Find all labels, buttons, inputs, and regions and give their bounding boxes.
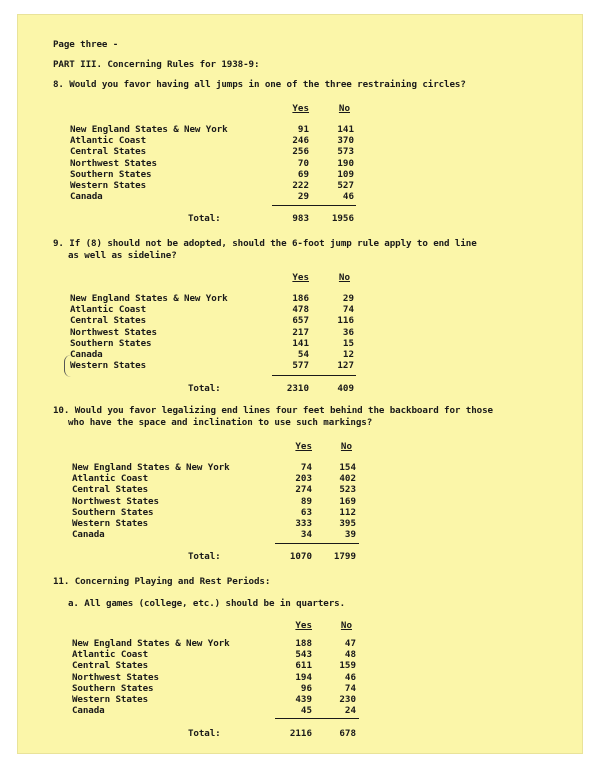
question-text: who have the space and inclination to use such markings? <box>68 417 373 428</box>
no-count: 527 <box>337 180 354 191</box>
yes-count: 188 <box>295 638 312 649</box>
total-yes: 2116 <box>289 728 312 739</box>
region-label: Central States <box>72 660 149 672</box>
pencil-bracket-mark <box>64 355 71 377</box>
no-count: 370 <box>337 135 354 147</box>
total-no: 1956 <box>331 213 354 224</box>
yes-count: 45 <box>300 705 312 717</box>
yes-count: 217 <box>292 326 309 338</box>
question-text: 8. Would you favor having all jumps in one of the three restraining circles? <box>53 79 466 90</box>
yes-count: 186 <box>292 293 309 304</box>
yes-count: 333 <box>295 518 312 529</box>
no-count: 29 <box>342 293 354 304</box>
no-count: 154 <box>339 462 356 473</box>
no-count: 47 <box>344 638 356 649</box>
no-column-header: No <box>340 441 352 452</box>
no-count: 36 <box>342 326 354 338</box>
region-label: Canada <box>72 705 105 717</box>
region-label: Northwest States <box>70 326 157 338</box>
no-count: 48 <box>344 649 356 661</box>
region-label: Northwest States <box>72 671 159 683</box>
yes-count: 34 <box>300 529 312 541</box>
yes-count: 69 <box>297 168 309 180</box>
yes-count: 246 <box>292 135 309 147</box>
yes-count: 274 <box>295 484 312 496</box>
yes-count: 439 <box>295 694 312 705</box>
yes-column-header: Yes <box>295 620 312 631</box>
yes-count: 89 <box>300 495 312 507</box>
yes-count: 54 <box>297 349 309 360</box>
region-label: New England States & New York <box>70 293 228 304</box>
yes-column-header: Yes <box>292 103 309 114</box>
no-column-header: No <box>338 103 350 114</box>
no-count: 39 <box>344 529 356 541</box>
total-no: 409 <box>337 383 354 394</box>
total-yes: 1070 <box>289 551 312 562</box>
part-title: PART III. Concerning Rules for 1938-9: <box>53 59 260 70</box>
total-label: Total: <box>188 383 221 394</box>
yes-count: 611 <box>295 660 312 672</box>
yes-count: 63 <box>300 506 312 518</box>
question-text: 9. If (8) should not be adopted, should the 6-foot jump rule apply to end line <box>53 238 477 249</box>
region-label: Canada <box>70 349 103 360</box>
yes-count: 91 <box>297 124 309 135</box>
total-label: Total: <box>188 551 221 562</box>
region-label: Central States <box>72 484 149 496</box>
yes-count: 141 <box>292 337 309 349</box>
region-label: Central States <box>70 315 147 327</box>
no-column-header: No <box>338 272 350 283</box>
region-label: New England States & New York <box>72 638 230 649</box>
yes-column-header: Yes <box>292 272 309 283</box>
total-label: Total: <box>188 728 221 739</box>
no-count: 112 <box>339 506 356 518</box>
no-count: 169 <box>339 495 356 507</box>
no-count: 159 <box>339 660 356 672</box>
no-count: 74 <box>344 682 356 694</box>
region-label: Northwest States <box>70 157 157 169</box>
no-count: 109 <box>337 168 354 180</box>
region-label: Southern States <box>72 682 154 694</box>
no-count: 402 <box>339 473 356 485</box>
yes-count: 657 <box>292 315 309 327</box>
no-count: 24 <box>344 705 356 717</box>
no-count: 573 <box>337 146 354 158</box>
region-label: Southern States <box>70 168 152 180</box>
yes-count: 29 <box>297 191 309 203</box>
yes-count: 222 <box>292 180 309 191</box>
region-label: New England States & New York <box>72 462 230 473</box>
total-rule <box>272 375 356 376</box>
no-count: 46 <box>342 191 354 203</box>
question-text: as well as sideline? <box>68 250 177 261</box>
yes-count: 194 <box>295 671 312 683</box>
no-count: 46 <box>344 671 356 683</box>
total-yes: 983 <box>292 213 309 224</box>
yes-count: 577 <box>292 360 309 372</box>
region-label: Southern States <box>72 506 154 518</box>
no-count: 141 <box>337 124 354 135</box>
region-label: Western States <box>72 694 149 705</box>
region-label: New England States & New York <box>70 124 228 135</box>
region-label: Atlantic Coast <box>72 649 149 661</box>
yes-count: 203 <box>295 473 312 485</box>
question-text: 10. Would you favor legalizing end lines four feet behind the backboard for those <box>53 405 493 416</box>
no-count: 395 <box>339 518 356 529</box>
total-rule <box>272 205 356 206</box>
no-count: 15 <box>342 337 354 349</box>
yes-count: 256 <box>292 146 309 158</box>
total-no: 678 <box>339 728 356 739</box>
yes-count: 74 <box>300 462 312 473</box>
question-subtext: a. All games (college, etc.) should be in quarters. <box>68 598 345 609</box>
no-column-header: No <box>340 620 352 631</box>
region-label: Western States <box>72 518 149 529</box>
region-label: Canada <box>70 191 103 203</box>
no-count: 190 <box>337 157 354 169</box>
no-count: 116 <box>337 315 354 327</box>
question-text: 11. Concerning Playing and Rest Periods: <box>53 576 271 587</box>
no-count: 74 <box>342 304 354 316</box>
no-count: 230 <box>339 694 356 705</box>
total-rule <box>275 718 359 719</box>
page-label: Page three - <box>53 39 119 50</box>
no-count: 523 <box>339 484 356 496</box>
region-label: Northwest States <box>72 495 159 507</box>
no-count: 127 <box>337 360 354 372</box>
yes-count: 478 <box>292 304 309 316</box>
total-rule <box>275 543 359 544</box>
region-label: Atlantic Coast <box>70 135 147 147</box>
total-no: 1799 <box>333 551 356 562</box>
yes-count: 96 <box>300 682 312 694</box>
total-yes: 2310 <box>286 383 309 394</box>
yes-count: 543 <box>295 649 312 661</box>
yes-column-header: Yes <box>295 441 312 452</box>
region-label: Western States <box>70 180 147 191</box>
region-label: Southern States <box>70 337 152 349</box>
region-label: Atlantic Coast <box>72 473 149 485</box>
no-count: 12 <box>342 349 354 360</box>
region-label: Atlantic Coast <box>70 304 147 316</box>
region-label: Canada <box>72 529 105 541</box>
region-label: Western States <box>70 360 147 372</box>
total-label: Total: <box>188 213 221 224</box>
region-label: Central States <box>70 146 147 158</box>
yes-count: 70 <box>297 157 309 169</box>
